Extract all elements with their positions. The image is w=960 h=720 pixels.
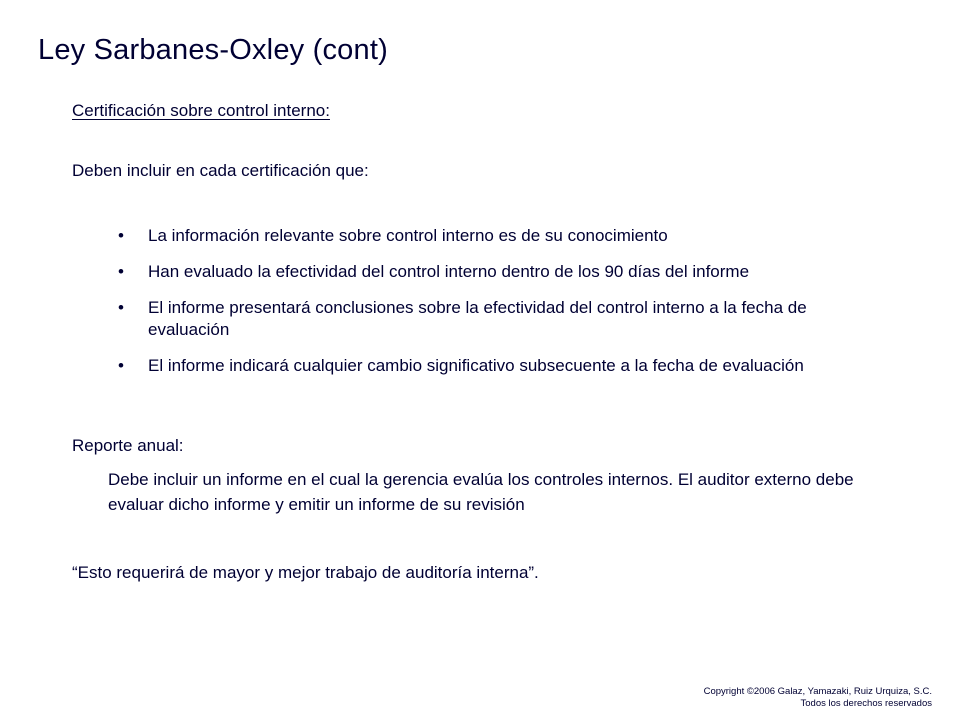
annual-report-body: Debe incluir un informe en el cual la gerencia evalúa los controles internos. El auditor externo debe evaluar dicho informe y emitir un informe de su revisión <box>108 470 854 514</box>
certification-bullet-list <box>72 225 892 391</box>
bullet-item <box>72 261 868 283</box>
bullet-text: Han evaluado la efectividad del control interno dentro de los 90 días del informe <box>148 262 750 281</box>
bullet-text: El informe presentará conclusiones sobre la efectividad del control interno a la fecha de evaluación <box>148 298 807 339</box>
copyright-footer <box>704 686 932 710</box>
bullet-text: La información relevante sobre control interno es de su conocimiento <box>148 226 668 245</box>
copyright-line: Copyright ©2006 Galaz, Yamazaki, Ruiz Urquiza, S.C. <box>703 686 932 697</box>
bullet-item <box>72 225 848 247</box>
annual-report-heading: Reporte anual: <box>72 436 184 455</box>
bullet-item <box>72 297 873 341</box>
rights-line: Todos los derechos reservados <box>800 698 932 709</box>
certification-heading: Certificación sobre control interno: <box>72 101 330 120</box>
bullet-marker: • <box>118 298 124 317</box>
bullet-marker: • <box>118 262 124 281</box>
bullet-text: El informe indicará cualquier cambio significativo subsecuente a la fecha de evaluación <box>148 356 804 375</box>
slide-title: Ley Sarbanes-Oxley (cont) <box>38 34 388 66</box>
certification-intro: Deben incluir en cada certificación que: <box>72 161 369 180</box>
closing-quote: “Esto requerirá de mayor y mejor trabajo de auditoría interna”. <box>72 563 539 582</box>
bullet-item <box>72 355 873 377</box>
bullet-marker: • <box>118 356 124 375</box>
bullet-marker: • <box>118 226 124 245</box>
